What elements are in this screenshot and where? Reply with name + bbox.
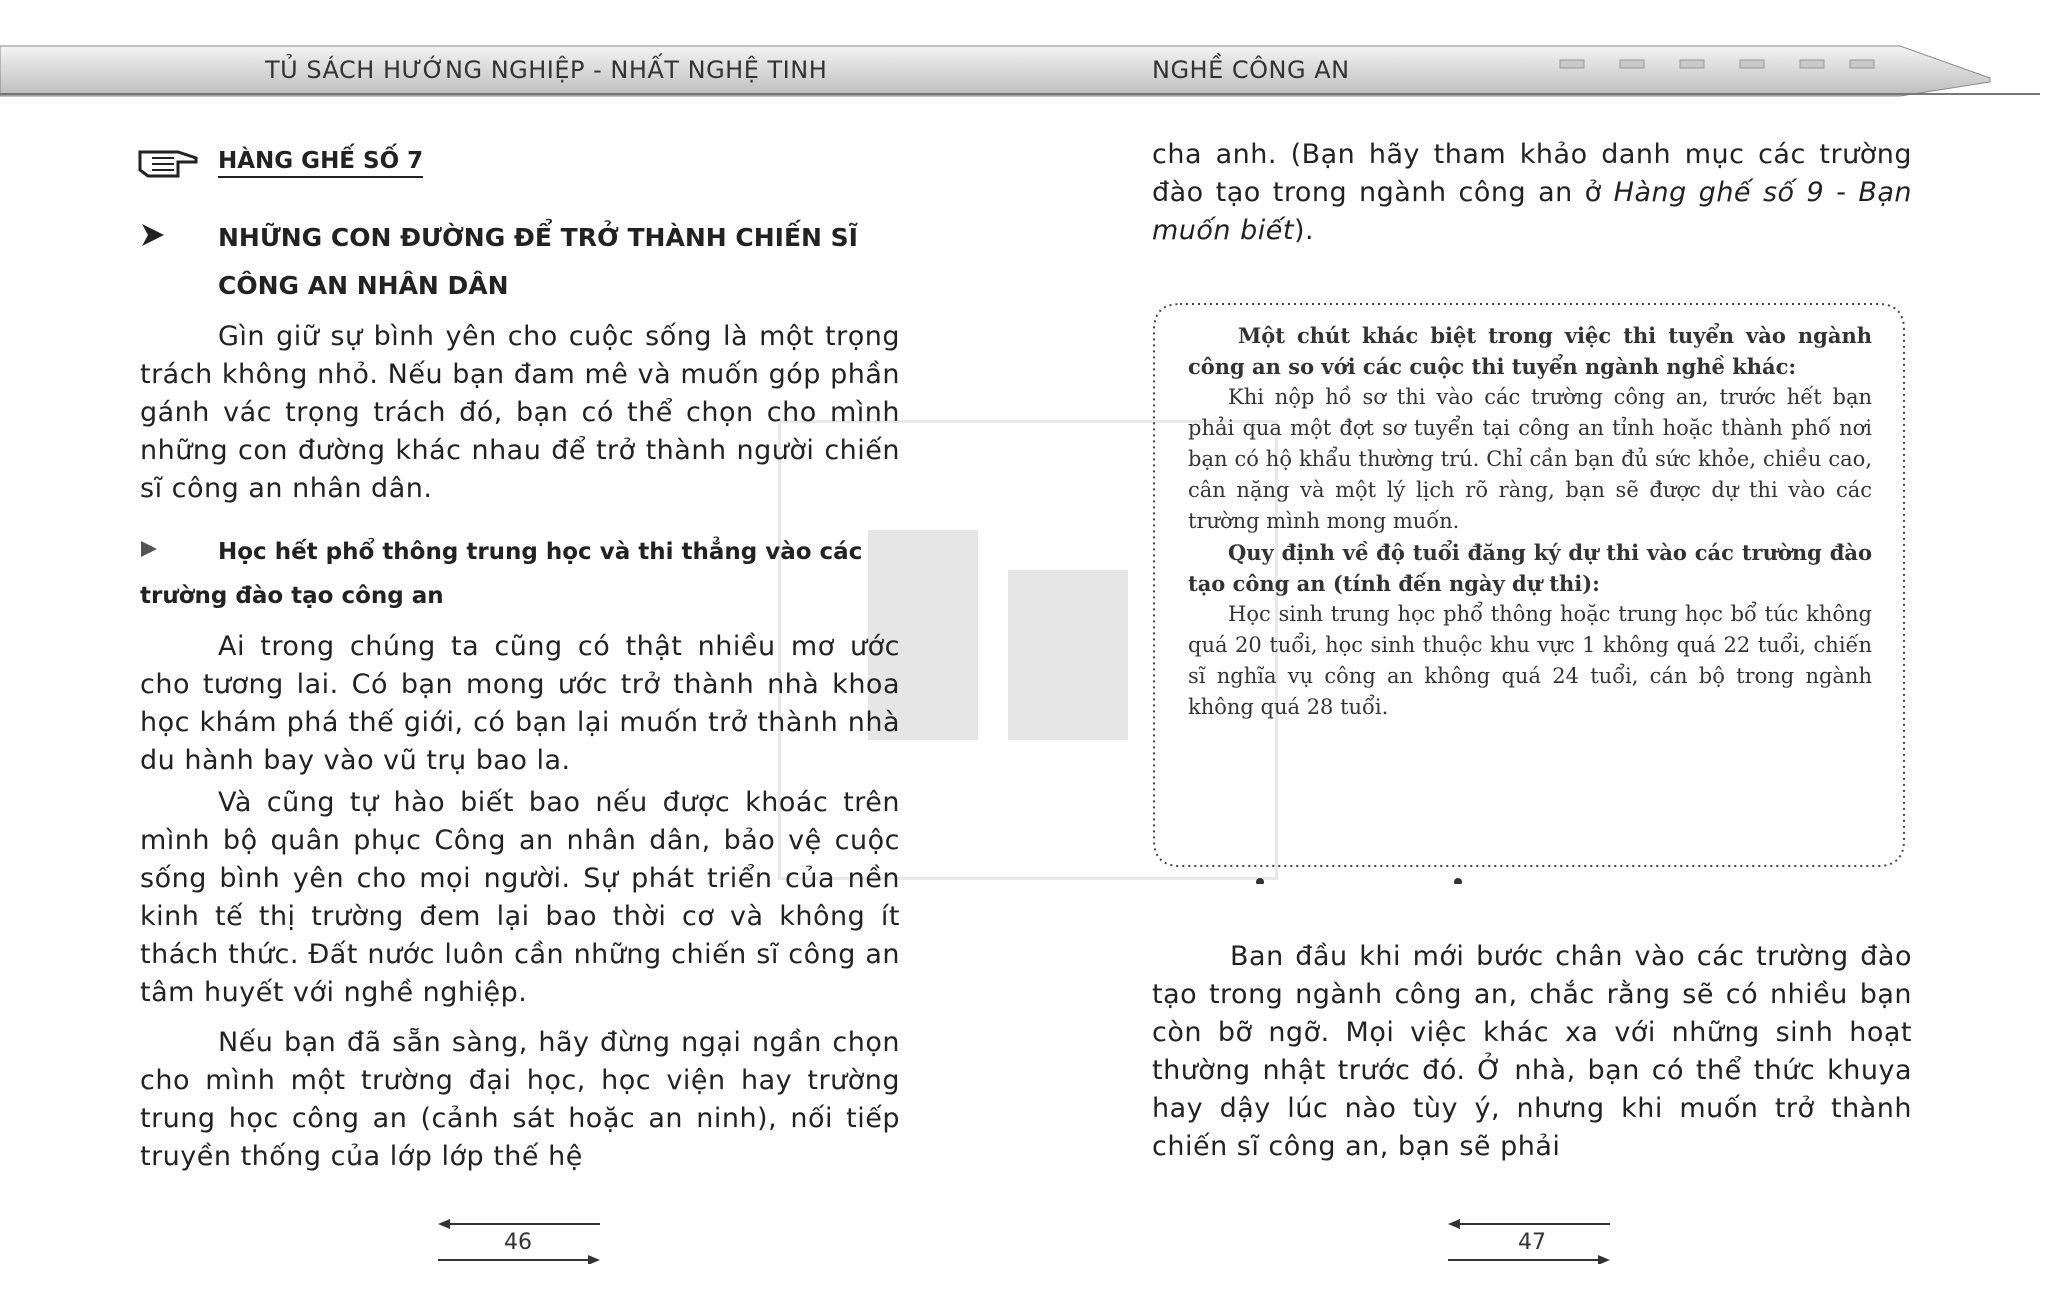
- left-paragraph-1: Gìn giữ sự bình yên cho cuộc sống là một trọng trách không nhỏ. Nếu bạn đam mê và muốn góp phần gánh vác trọng trách đó, bạn có thể chọn cho mình những con đường khác nhau để trở thành người chiến sĩ công an nhân dân.: [140, 321, 900, 504]
- info-box-body-1: Khi nộp hồ sơ thi vào các trường công an, trước hết bạn phải qua một đợt sơ tuyển tại công an tỉnh hoặc thành phố nơi bạn có hộ khẩu thường trú. Chỉ cần bạn đủ sức khỏe, chiều cao, cân nặng và một lý lịch rõ ràng, bạn sẽ được dự thi vào các trường mình mong muốn.: [1188, 385, 1872, 533]
- info-box-body-2: Học sinh trung học phổ thông hoặc trung học bổ túc không quá 20 tuổi, học sinh thuộc khu vực 1 không quá 22 tuổi, chiến sĩ nghĩa vụ công an không quá 24 tuổi, cán bộ trong ngành không quá 28 tuổi.: [1188, 602, 1872, 719]
- right-paragraph-bottom: Ban đầu khi mới bước chân vào các trường đào tạo trong ngành công an, chắc rằng sẽ có nhiều bạn còn bỡ ngỡ. Mọi việc khác xa với những sinh hoạt thường nhật trước đó. Ở nhà, bạn có thể thức khuya hay dậy lúc nào tùy ý, nhưng khi muốn trở thành chiến sĩ công an, bạn sẽ phải: [1152, 941, 1912, 1162]
- right-paragraph-top-text: cha anh. (Bạn hãy tham khảo danh mục các trường đào tạo trong ngành công an ở: [1152, 139, 1912, 208]
- info-box-heading-1: Một chút khác biệt trong việc thi tuyển vào ngành công an so với các cuộc thi tuyển ngành nghề khác:: [1188, 323, 1872, 379]
- main-heading-line1: NHỮNG CON ĐƯỜNG ĐỂ TRỞ THÀNH CHIẾN SĨ: [218, 223, 858, 252]
- main-heading: [218, 214, 908, 310]
- header-left-title: TỦ SÁCH HƯỚNG NGHIỆP - NHẤT NGHỆ TINH: [265, 56, 828, 84]
- subheading: Học hết phổ thông trung học và thi thẳng vào các trường đào tạo công an: [140, 539, 863, 609]
- left-paragraph-2: Ai trong chúng ta cũng có thật nhiều mơ ước cho tương lai. Có bạn mong ước trở thành nhà khoa học khám phá thế giới, có bạn lại muốn trở thành nhà du hành bay vào vũ trụ bao la.: [140, 631, 900, 776]
- pointing-hand-icon: [138, 146, 200, 180]
- triangle-bullet-icon: [140, 222, 166, 248]
- cross-reference: Hàng ghế số 9 - Bạn muốn biết: [1152, 177, 1913, 246]
- header-right-title: NGHỀ CÔNG AN: [1152, 56, 1350, 84]
- info-box-content: [1188, 320, 1872, 723]
- info-box-heading-2: Quy định về độ tuổi đăng ký dự thi vào các trường đào tạo công an (tính đến ngày dự thi):: [1188, 540, 1872, 596]
- right-paragraph-top-end: ).: [1293, 215, 1315, 246]
- main-heading-line2: CÔNG AN NHÂN DÂN: [218, 271, 509, 300]
- left-paragraph-3: Và cũng tự hào biết bao nếu được khoác trên mình bộ quân phục Công an nhân dân, bảo vệ cuộc sống bình yên cho mọi người. Sự phát triển của nền kinh tế thị trường đem lại bao thời cơ và không ít thách thức. Đất nước luôn cần những chiến sĩ công an tâm huyết với nghề nghiệp.: [140, 787, 900, 1008]
- page-number-right: 47: [1518, 1230, 1546, 1255]
- right-paragraph-top: [1152, 136, 1912, 250]
- left-paragraph-4: Nếu bạn đã sẵn sàng, hãy đừng ngại ngần chọn cho mình một trường đại học, học viện hay trường trung học công an (cảnh sát hoặc an ninh), nối tiếp truyền thống của lớp lớp thế hệ: [140, 1027, 900, 1172]
- section-label: HÀNG GHẾ SỐ 7: [218, 148, 423, 178]
- page-number-left: 46: [504, 1230, 532, 1255]
